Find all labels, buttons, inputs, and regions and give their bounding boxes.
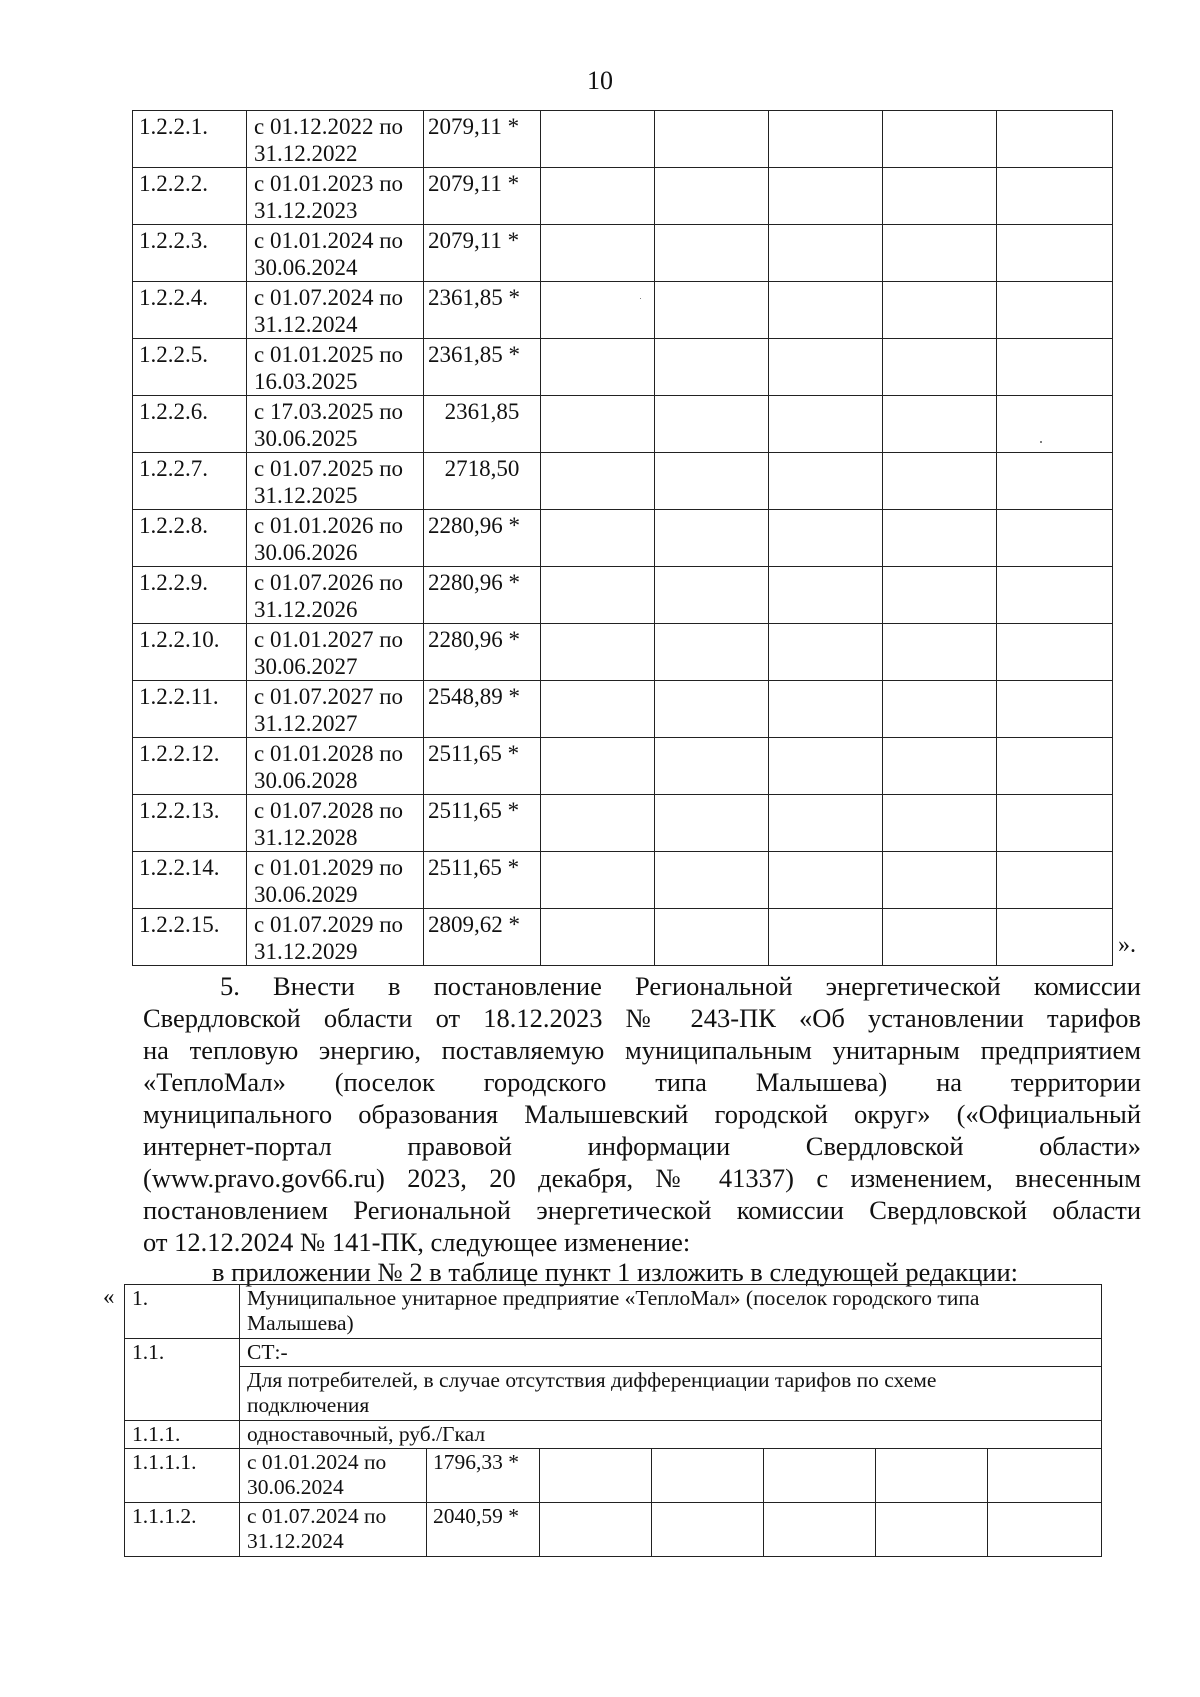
empty-cell	[883, 396, 997, 453]
table-row	[133, 909, 1113, 966]
tariff-value: 2280,96 *	[424, 567, 541, 624]
period-end: 30.06.2026	[254, 540, 358, 565]
empty-cell	[655, 510, 769, 567]
empty-cell	[541, 624, 655, 681]
period-cell	[247, 510, 424, 567]
empty-cell	[541, 282, 655, 339]
period-end: 31.12.2024	[254, 312, 358, 337]
tariff-value: 2548,89 *	[424, 681, 541, 738]
empty-cell	[655, 168, 769, 225]
consumer-line-1: Для потребителей, в случае отсутствия дифференциации тарифов по схеме	[247, 1368, 937, 1392]
empty-cell	[769, 738, 883, 795]
empty-cell	[541, 453, 655, 510]
item-number: 1.2.2.6.	[133, 396, 247, 453]
tariff-value: 2079,11 *	[424, 111, 541, 168]
empty-cell	[652, 1449, 764, 1503]
empty-cell	[769, 111, 883, 168]
period-cell	[247, 396, 424, 453]
empty-cell	[883, 339, 997, 396]
period-end: 31.12.2022	[254, 141, 358, 166]
empty-cell	[997, 795, 1113, 852]
closing-quote: ».	[1118, 932, 1136, 958]
page-number: 10	[587, 66, 613, 95]
item-number: 1.2.2.12.	[133, 738, 247, 795]
empty-cell	[876, 1449, 988, 1503]
item-number: 1.2.2.4.	[133, 282, 247, 339]
empty-cell	[541, 168, 655, 225]
tariff-value: 2361,85 *	[424, 339, 541, 396]
empty-cell	[541, 225, 655, 282]
period-end: 30.06.2024	[247, 1475, 344, 1499]
table-row	[125, 1421, 1102, 1449]
period-end: 31.12.2026	[254, 597, 358, 622]
empty-cell	[997, 852, 1113, 909]
period-cell	[240, 1503, 427, 1557]
empty-cell	[655, 681, 769, 738]
paragraph-line: «ТеплоМал» (поселок городского типа Малышева) на территории	[143, 1067, 1141, 1097]
period-start: с 17.03.2025 по	[254, 399, 404, 424]
period-start: с 01.01.2027 по	[254, 627, 404, 652]
empty-cell	[997, 681, 1113, 738]
table-row	[133, 453, 1113, 510]
empty-cell	[769, 795, 883, 852]
empty-cell	[655, 567, 769, 624]
empty-cell	[655, 282, 769, 339]
tariff-value: 2511,65 *	[424, 795, 541, 852]
empty-cell	[541, 339, 655, 396]
tariff-value: 2511,65 *	[424, 852, 541, 909]
empty-cell	[769, 567, 883, 624]
period-end: 31.12.2029	[254, 939, 358, 964]
item-number: 1.2.2.11.	[133, 681, 247, 738]
empty-cell	[883, 909, 997, 966]
item-number: 1.2.2.15.	[133, 909, 247, 966]
item-number: 1.2.2.2.	[133, 168, 247, 225]
empty-cell	[883, 567, 997, 624]
tariff-value: 2079,11 *	[424, 168, 541, 225]
empty-cell	[769, 510, 883, 567]
item-number: 1.2.2.9.	[133, 567, 247, 624]
period-cell	[247, 567, 424, 624]
consumer-cell	[240, 1367, 1102, 1421]
empty-cell	[541, 852, 655, 909]
period-cell	[247, 852, 424, 909]
empty-cell	[769, 909, 883, 966]
empty-cell	[997, 111, 1113, 168]
empty-cell	[655, 909, 769, 966]
replacement-table	[124, 1284, 1102, 1557]
empty-cell	[541, 909, 655, 966]
empty-cell	[883, 795, 997, 852]
period-start: с 01.07.2028 по	[254, 798, 404, 823]
tariff-value: 2280,96 *	[424, 510, 541, 567]
empty-cell	[997, 453, 1113, 510]
paragraph-line: 5. Внести в постановление Региональной энергетической комиссии	[220, 971, 1141, 1001]
period-start: с 01.01.2025 по	[254, 342, 404, 367]
period-cell	[247, 681, 424, 738]
empty-cell	[769, 168, 883, 225]
period-cell	[247, 795, 424, 852]
empty-cell	[997, 510, 1113, 567]
empty-cell	[541, 795, 655, 852]
period-cell	[247, 909, 424, 966]
period-end: 31.12.2024	[247, 1529, 344, 1553]
item-number: 1.1.1.1.	[125, 1449, 240, 1503]
tariff-value: 2511,65 *	[424, 738, 541, 795]
period-start: с 01.01.2028 по	[254, 741, 404, 766]
empty-cell	[883, 111, 997, 168]
tariff-value: 2280,96 *	[424, 624, 541, 681]
paragraph-line: постановлением Региональной энергетической комиссии Свердловской области	[143, 1195, 1141, 1225]
period-cell	[247, 282, 424, 339]
table-row	[133, 738, 1113, 795]
empty-cell	[997, 567, 1113, 624]
table-row	[133, 681, 1113, 738]
item-number: 1.	[125, 1285, 240, 1339]
period-cell	[247, 168, 424, 225]
period-start: с 01.12.2022 по	[254, 114, 404, 139]
period-start: с 01.01.2029 по	[254, 855, 404, 880]
enterprise-line-2: Малышева)	[247, 1311, 354, 1335]
period-cell	[247, 111, 424, 168]
period-start: с 01.01.2024 по	[247, 1450, 387, 1474]
period-end: 31.12.2025	[254, 483, 358, 508]
empty-cell	[655, 396, 769, 453]
empty-cell	[997, 738, 1113, 795]
empty-cell	[997, 396, 1113, 453]
period-end: 30.06.2029	[254, 882, 358, 907]
item-number: 1.2.2.1.	[133, 111, 247, 168]
empty-cell	[883, 168, 997, 225]
rate-type-cell: одноставочный, руб./Гкал	[240, 1421, 1102, 1449]
empty-cell	[883, 738, 997, 795]
tariff-value: 2040,59 *	[427, 1503, 540, 1557]
period-end: 31.12.2027	[254, 711, 358, 736]
period-cell	[247, 339, 424, 396]
paragraph-line: от 12.12.2024 № 141-ПК, следующее изменение:	[143, 1227, 691, 1257]
empty-cell	[988, 1449, 1102, 1503]
item-number: 1.1.	[125, 1339, 240, 1421]
paragraph-line: (www.pravo.gov66.ru) 2023, 20 декабря, № 41337) с изменением, внесенным	[143, 1163, 1141, 1193]
paragraph-line: на тепловую энергию, поставляемую муниципальным унитарным предприятием	[143, 1035, 1141, 1065]
item-number: 1.2.2.3.	[133, 225, 247, 282]
empty-cell	[655, 795, 769, 852]
table-row	[125, 1285, 1102, 1339]
period-cell	[247, 738, 424, 795]
period-cell	[247, 225, 424, 282]
period-start: с 01.07.2027 по	[254, 684, 404, 709]
table-row	[125, 1503, 1102, 1557]
empty-cell	[997, 339, 1113, 396]
period-start: с 01.01.2024 по	[254, 228, 404, 253]
empty-cell	[655, 453, 769, 510]
period-start: с 01.07.2024 по	[247, 1504, 387, 1528]
period-end: 30.06.2028	[254, 768, 358, 793]
table-row	[133, 624, 1113, 681]
empty-cell	[769, 339, 883, 396]
period-start: с 01.01.2026 по	[254, 513, 404, 538]
empty-cell	[769, 453, 883, 510]
period-end: 30.06.2027	[254, 654, 358, 679]
empty-cell	[655, 339, 769, 396]
empty-cell	[655, 111, 769, 168]
empty-cell	[541, 111, 655, 168]
table-row	[133, 396, 1113, 453]
tariff-value: 2361,85 *	[424, 282, 541, 339]
empty-cell	[540, 1449, 652, 1503]
period-end: 30.06.2024	[254, 255, 358, 280]
system-cell: СТ:-	[240, 1339, 1102, 1367]
scan-speck	[1040, 441, 1042, 443]
period-end: 31.12.2028	[254, 825, 358, 850]
table-row	[125, 1449, 1102, 1503]
empty-cell	[988, 1503, 1102, 1557]
period-end: 30.06.2025	[254, 426, 358, 451]
empty-cell	[540, 1503, 652, 1557]
period-cell	[247, 624, 424, 681]
empty-cell	[997, 909, 1113, 966]
empty-cell	[764, 1449, 876, 1503]
table-row	[133, 168, 1113, 225]
item-number: 1.1.1.2.	[125, 1503, 240, 1557]
scan-speck	[640, 298, 641, 299]
item-number: 1.1.1.	[125, 1421, 240, 1449]
item-number: 1.2.2.14.	[133, 852, 247, 909]
empty-cell	[883, 225, 997, 282]
empty-cell	[769, 396, 883, 453]
empty-cell	[541, 396, 655, 453]
empty-cell	[769, 225, 883, 282]
period-cell	[240, 1449, 427, 1503]
empty-cell	[883, 681, 997, 738]
empty-cell	[769, 282, 883, 339]
tariff-value: 1796,33 *	[427, 1449, 540, 1503]
item-number: 1.2.2.7.	[133, 453, 247, 510]
empty-cell	[764, 1503, 876, 1557]
empty-cell	[655, 225, 769, 282]
item-number: 1.2.2.10.	[133, 624, 247, 681]
empty-cell	[655, 852, 769, 909]
empty-cell	[541, 567, 655, 624]
table-row	[125, 1367, 1102, 1421]
period-start: с 01.07.2029 по	[254, 912, 404, 937]
empty-cell	[883, 624, 997, 681]
table-row	[133, 339, 1113, 396]
table-row	[133, 795, 1113, 852]
table-row	[133, 282, 1113, 339]
empty-cell	[769, 624, 883, 681]
period-start: с 01.01.2023 по	[254, 171, 404, 196]
empty-cell	[541, 681, 655, 738]
empty-cell	[652, 1503, 764, 1557]
item-number: 1.2.2.5.	[133, 339, 247, 396]
empty-cell	[655, 624, 769, 681]
empty-cell	[541, 510, 655, 567]
period-end: 16.03.2025	[254, 369, 358, 394]
empty-cell	[997, 168, 1113, 225]
period-start: с 01.07.2026 по	[254, 570, 404, 595]
tariff-value: 2718,50	[424, 453, 541, 510]
table-row	[133, 567, 1113, 624]
empty-cell	[883, 282, 997, 339]
consumer-line-2: подключения	[247, 1393, 370, 1417]
empty-cell	[997, 282, 1113, 339]
tariff-value: 2809,62 *	[424, 909, 541, 966]
empty-cell	[997, 225, 1113, 282]
instruction-line: в приложении № 2 в таблице пункт 1 изложить в следующей редакции:	[212, 1257, 1019, 1287]
paragraph-line: интернет-портал правовой информации Свердловской области»	[143, 1131, 1141, 1161]
tariff-table-continuation	[132, 110, 1113, 966]
empty-cell	[876, 1503, 988, 1557]
empty-cell	[883, 453, 997, 510]
empty-cell	[997, 624, 1113, 681]
enterprise-cell	[240, 1285, 1102, 1339]
item-number: 1.2.2.8.	[133, 510, 247, 567]
table-row	[133, 510, 1113, 567]
empty-cell	[541, 738, 655, 795]
table-row	[133, 225, 1113, 282]
empty-cell	[655, 738, 769, 795]
table-row	[133, 852, 1113, 909]
tariff-value: 2361,85	[424, 396, 541, 453]
period-start: с 01.07.2025 по	[254, 456, 404, 481]
period-end: 31.12.2023	[254, 198, 358, 223]
table-row	[125, 1339, 1102, 1367]
paragraph-line: муниципального образования Малышевский городской округ» («Официальный	[143, 1099, 1141, 1129]
empty-cell	[769, 681, 883, 738]
paragraph-line: Свердловской области от 18.12.2023 № 243-ПК «Об установлении тарифов	[143, 1003, 1141, 1033]
table-row	[133, 111, 1113, 168]
opening-quote: «	[103, 1284, 115, 1309]
empty-cell	[883, 852, 997, 909]
item-number: 1.2.2.13.	[133, 795, 247, 852]
empty-cell	[883, 510, 997, 567]
period-cell	[247, 453, 424, 510]
period-start: с 01.07.2024 по	[254, 285, 404, 310]
empty-cell	[769, 852, 883, 909]
tariff-value: 2079,11 *	[424, 225, 541, 282]
enterprise-line-1: Муниципальное унитарное предприятие «ТеплоМал» (поселок городского типа	[247, 1286, 980, 1310]
